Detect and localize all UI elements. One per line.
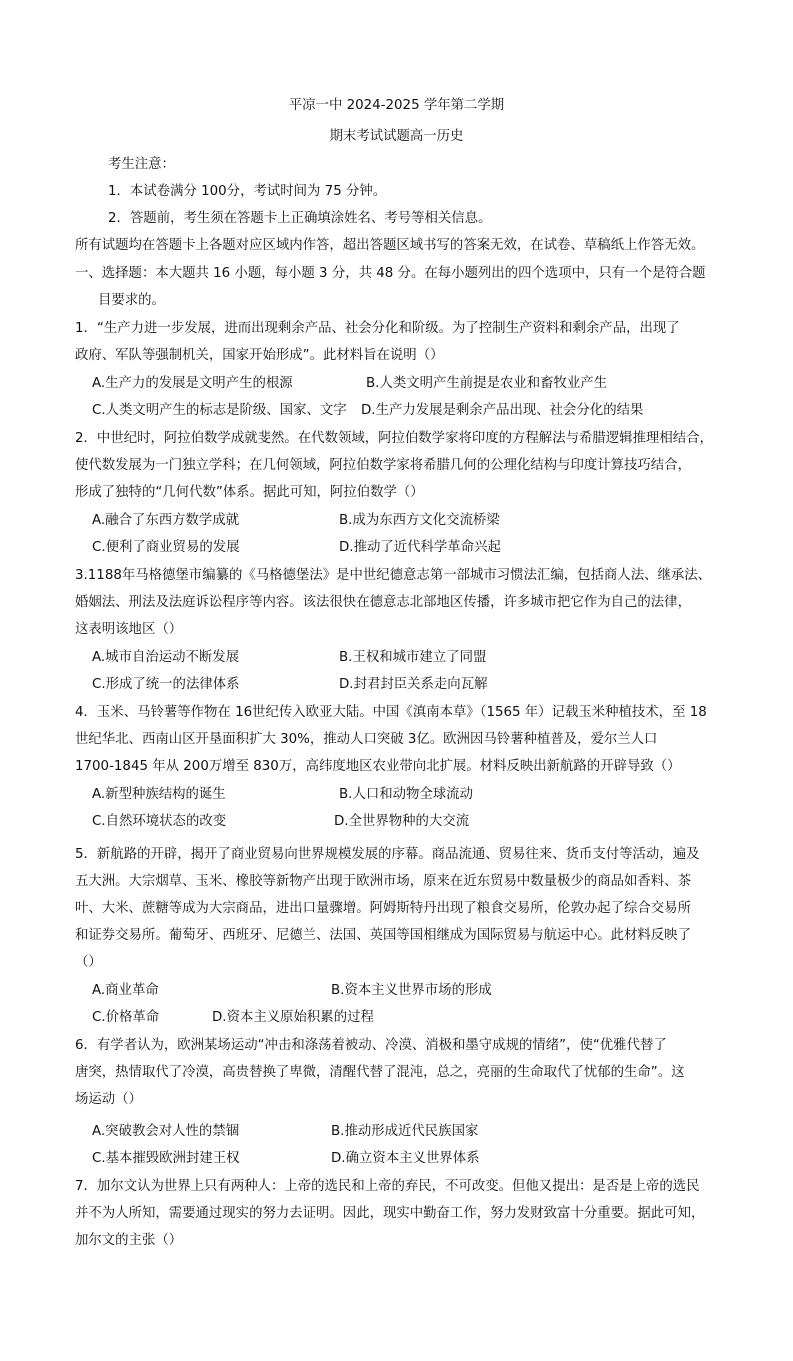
question-4-line-1: 4．玉米、马铃薯等作物在 16世纪传入欧亚大陆。中国《滇南本草》（1565 年）记载玉米种植技术，至 18 [75, 705, 707, 720]
question-3-option-a: A.城市自治运动不断发展 [92, 650, 240, 665]
exam-title: 平凉一中 2024-2025 学年第二学期 [288, 98, 505, 113]
section-heading-cont: 目要求的。 [98, 293, 165, 308]
question-3-option-d: D.封君封臣关系走向瓦解 [339, 677, 488, 692]
notice-item-2: 2．答题前，考生须在答题卡上正确填涂姓名、考号等相关信息。 [108, 211, 492, 226]
question-3-line-3: 这表明该地区（） [75, 622, 183, 637]
question-1-option-a: A.生产力的发展是文明产生的根源 [92, 376, 293, 391]
question-6-option-c: C.基本摧毁欧洲封建王权 [92, 1151, 240, 1166]
question-1-option-d: D.生产力发展是剩余产品出现、社会分化的结果 [361, 403, 644, 418]
question-6-line-1: 6．有学者认为，欧洲某场运动“冲击和涤荡着被动、冷漠、消极和墨守成规的情绪”，使“优雅代替了 [75, 1038, 667, 1053]
question-2-option-b: B.成为东西方文化交流桥梁 [339, 513, 500, 528]
question-6-option-d: D.确立资本主义世界体系 [331, 1151, 480, 1166]
question-5-option-c: C.价格革命 [92, 1010, 160, 1025]
question-1-option-c: C.人类文明产生的标志是阶级、国家、文字 [92, 403, 347, 418]
question-2-option-c: C.便利了商业贸易的发展 [92, 540, 240, 555]
question-6-option-b: B.推动形成近代民族国家 [331, 1124, 479, 1139]
question-4-line-2: 世纪华北、西南山区开垦面积扩大 30%，推动人口突破 3亿。欧洲因马铃薯种植普及，爱尔兰人口 [75, 732, 658, 747]
question-2-line-1: 2．中世纪时，阿拉伯数学成就斐然。在代数领域，阿拉伯数学家将印度的方程解法与希腊逻辑推理相结合， [75, 431, 713, 446]
question-7-line-1: 7．加尔文认为世界上只有两种人：上帝的选民和上帝的弃民，不可改变。但他又提出：是否是上帝的选民 [75, 1179, 700, 1194]
question-2-line-2: 使代数发展为一门独立学科；在几何领域，阿拉伯数学家将希腊几何的公理化结构与印度计算技巧结合， [75, 458, 691, 473]
question-4-option-a: A.新型种族结构的诞生 [92, 787, 226, 802]
question-1-option-b: B.人类文明产生前提是农业和畜牧业产生 [366, 376, 608, 391]
question-1-line-2: 政府、军队等强制机关，国家开始形成”。此材料旨在说明（） [75, 348, 444, 363]
question-7-line-2: 并不为人所知，需要通过现实的努力去证明。因此，现实中勤奋工作，努力发财致富十分重要。据此可知， [75, 1206, 705, 1221]
question-2-option-d: D.推动了近代科学革命兴起 [339, 540, 501, 555]
question-3-option-c: C.形成了统一的法律体系 [92, 677, 240, 692]
question-4-line-3: 1700-1845 年从 200万增至 830万，高纬度地区农业带向北扩展。材料反映出新航路的开辟导致（） [75, 759, 681, 774]
question-5-line-5: （） [75, 955, 102, 970]
notice-rule: 所有试题均在答题卡上各题对应区域内作答，超出答题区域书写的答案无效，在试卷、草稿纸上作答无效。 [75, 238, 705, 253]
question-5-line-2: 五大洲。大宗烟草、玉米、橡胶等新物产出现于欧洲市场，原来在近东贸易中数量极少的商品如香料、茶 [75, 874, 691, 889]
question-6-line-3: 场运动（） [75, 1092, 142, 1107]
question-3-line-1: 3.1188年马格德堡市编纂的《马格德堡法》是中世纪德意志第一部城市习惯法汇编，包括商人法、继承法、 [75, 568, 712, 583]
question-5-line-4: 和证券交易所。葡萄牙、西班牙、尼德兰、法国、英国等国相继成为国际贸易与航运中心。此材料反映了 [75, 928, 691, 943]
question-4-option-d: D.全世界物种的大交流 [334, 814, 470, 829]
question-5-option-d: D.资本主义原始积累的过程 [212, 1010, 374, 1025]
question-5-option-b: B.资本主义世界市场的形成 [331, 983, 492, 998]
question-7-line-3: 加尔文的主张（） [75, 1233, 183, 1248]
question-1-line-1: 1．“生产力进一步发展，进而出现剩余产品、社会分化和阶级。为了控制生产资料和剩余产品，出现了 [75, 321, 680, 336]
question-6-option-a: A.突破教会对人性的禁锢 [92, 1124, 240, 1139]
question-2-line-3: 形成了独特的“几何代数”体系。据此可知，阿拉伯数学（） [75, 485, 424, 500]
question-4-option-c: C.自然环境状态的改变 [92, 814, 227, 829]
question-2-option-a: A.融合了东西方数学成就 [92, 513, 240, 528]
question-5-line-3: 叶、大米、蔗糖等成为大宗商品，进出口量骤增。阿姆斯特丹出现了粮食交易所，伦敦办起了综合交易所 [75, 901, 691, 916]
section-heading: 一、选择题：本大题共 16 小题，每小题 3 分，共 48 分。在每小题列出的四个选项中，只有一个是符合题 [75, 266, 706, 281]
notice-heading: 考生注意： [108, 157, 175, 172]
exam-subtitle: 期末考试试题高一历史 [329, 129, 464, 144]
question-5-option-a: A.商业革命 [92, 983, 159, 998]
question-6-line-2: 唐突，热情取代了冷漠，高贵替换了卑微，清醒代替了混沌，总之，亮丽的生命取代了忧郁的生命”。这 [75, 1065, 685, 1080]
question-3-option-b: B.王权和城市建立了同盟 [339, 650, 487, 665]
question-4-option-b: B.人口和动物全球流动 [339, 787, 473, 802]
question-3-line-2: 婚姻法、刑法及法庭诉讼程序等内容。该法很快在德意志北部地区传播，许多城市把它作为自己的法律， [75, 595, 691, 610]
question-5-line-1: 5．新航路的开辟，揭开了商业贸易向世界规模发展的序幕。商品流通、贸易往来、货币支付等活动，遍及 [75, 847, 700, 862]
notice-item-1: 1．本试卷满分 100分，考试时间为 75 分钟。 [108, 184, 387, 199]
